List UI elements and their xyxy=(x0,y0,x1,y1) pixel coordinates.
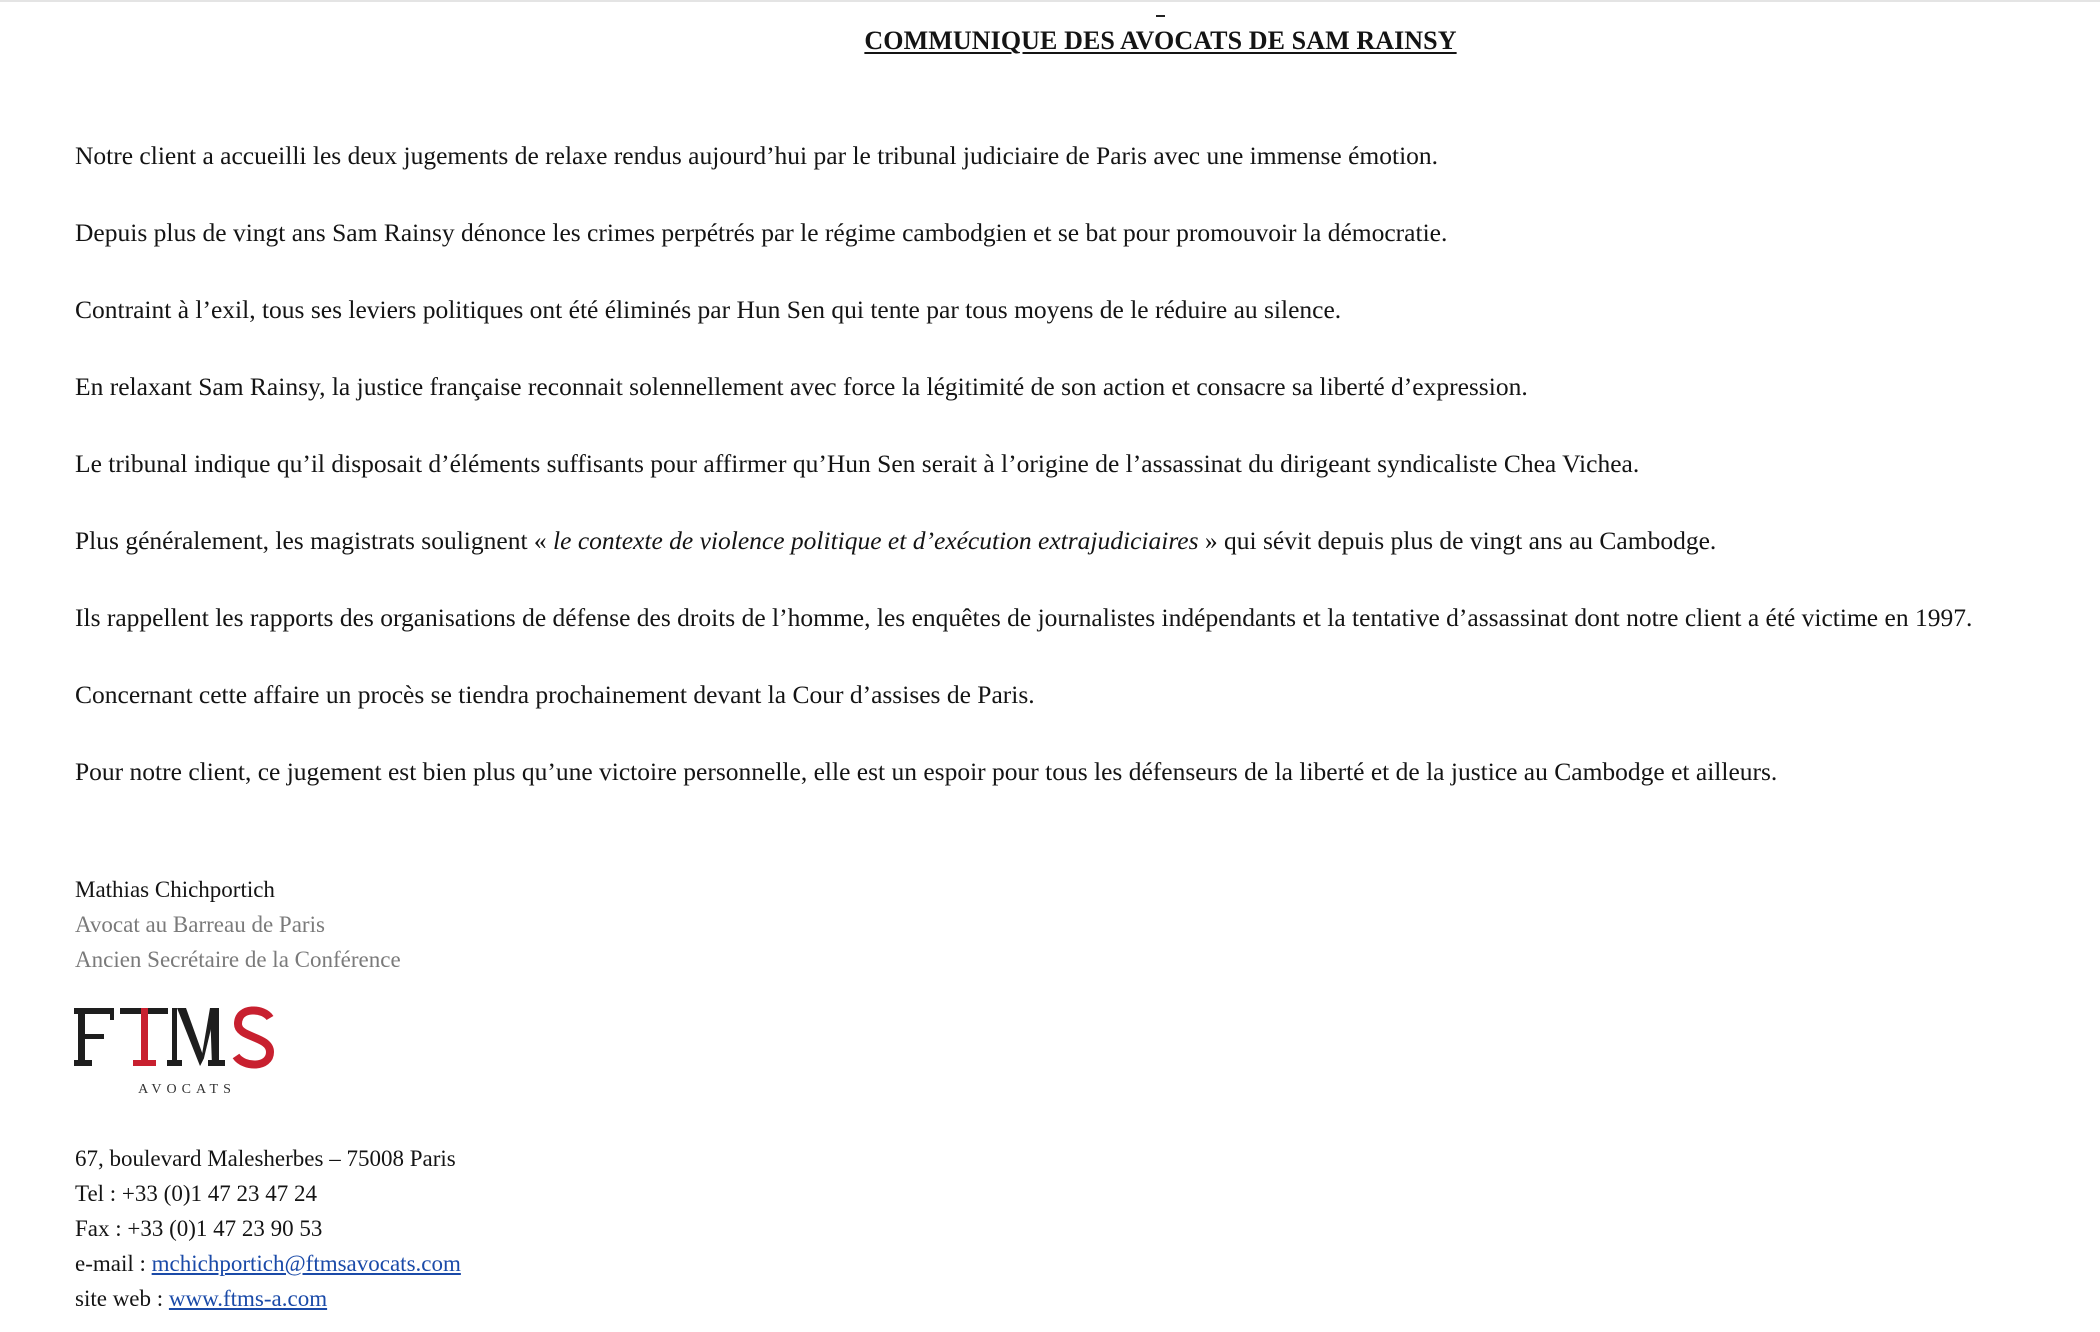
signatory-role: Avocat au Barreau de Paris xyxy=(75,912,325,937)
quoted-text: le contexte de violence politique et d’exécution extrajudiciaires xyxy=(553,526,1199,555)
telephone: Tel : +33 (0)1 47 23 47 24 xyxy=(75,1181,317,1206)
paragraph: Le tribunal indique qu’il disposait d’éléments suffisants pour affirmer qu’Hun Sen serait à l’origine de l’assassinat du dirigeant syndicaliste Chea Vichea. xyxy=(75,449,1640,478)
paragraph: Depuis plus de vingt ans Sam Rainsy dénonce les crimes perpétrés par le régime cambodgien et se bat pour promouvoir la démocratie. xyxy=(75,218,1448,247)
paragraph: Ils rappellent les rapports des organisations de défense des droits de l’homme, les enquêtes de journalistes indépendants et la tentative d’assassinat dont notre client a été victime en 1997. xyxy=(75,603,1973,632)
header-dash-mark xyxy=(1156,15,1165,17)
email-link[interactable]: mchichportich@ftmsavocats.com xyxy=(151,1251,461,1276)
paragraph: Notre client a accueilli les deux jugements de relaxe rendus aujourd’hui par le tribunal judiciaire de Paris avec une immense émotion. xyxy=(75,141,1439,170)
ftms-logo xyxy=(74,996,300,1102)
address: 67, boulevard Malesherbes – 75008 Paris xyxy=(75,1146,456,1171)
signatory-name: Mathias Chichportich xyxy=(75,877,275,902)
top-border xyxy=(0,0,2100,2)
quote-paragraph-tail: » qui sévit depuis plus de vingt ans au Cambodge. xyxy=(1198,526,1717,555)
quote-paragraph xyxy=(75,528,2085,554)
logo-letter-m xyxy=(167,1008,225,1066)
logo-letter-f xyxy=(74,1008,114,1066)
quote-paragraph-lead: Plus généralement, les magistrats soulignent « xyxy=(75,526,554,555)
logo-letter-s xyxy=(236,1010,270,1064)
logo-letter-t xyxy=(120,1008,168,1066)
website-link[interactable]: www.ftms-a.com xyxy=(168,1286,328,1311)
paragraph: Concernant cette affaire un procès se tiendra prochainement devant la Cour d’assises de Paris. xyxy=(75,680,1035,709)
contact-block xyxy=(75,1141,461,1316)
fax: Fax : +33 (0)1 47 23 90 53 xyxy=(75,1216,323,1241)
document-title: COMMUNIQUE DES AVOCATS DE SAM RAINSY xyxy=(864,26,1457,55)
logo-subtitle: AVOCATS xyxy=(138,1082,236,1097)
paragraph: Pour notre client, ce jugement est bien plus qu’une victoire personnelle, elle est un espoir pour tous les défenseurs de la liberté et de la justice au Cambodge et ailleurs. xyxy=(75,757,1778,786)
paragraph: Contraint à l’exil, tous ses leviers politiques ont été éliminés par Hun Sen qui tente par tous moyens de le réduire au silence. xyxy=(75,295,1342,324)
paragraph: En relaxant Sam Rainsy, la justice française reconnait solennellement avec force la légitimité de son action et consacre sa liberté d’expression. xyxy=(75,372,1528,401)
signature-block xyxy=(75,872,401,977)
website-line xyxy=(75,1281,461,1316)
email-label: e-mail : xyxy=(75,1251,152,1276)
email-line xyxy=(75,1246,461,1281)
website-label: site web : xyxy=(75,1286,169,1311)
document-body xyxy=(75,143,2085,836)
signatory-title: Ancien Secrétaire de la Conférence xyxy=(75,947,401,972)
